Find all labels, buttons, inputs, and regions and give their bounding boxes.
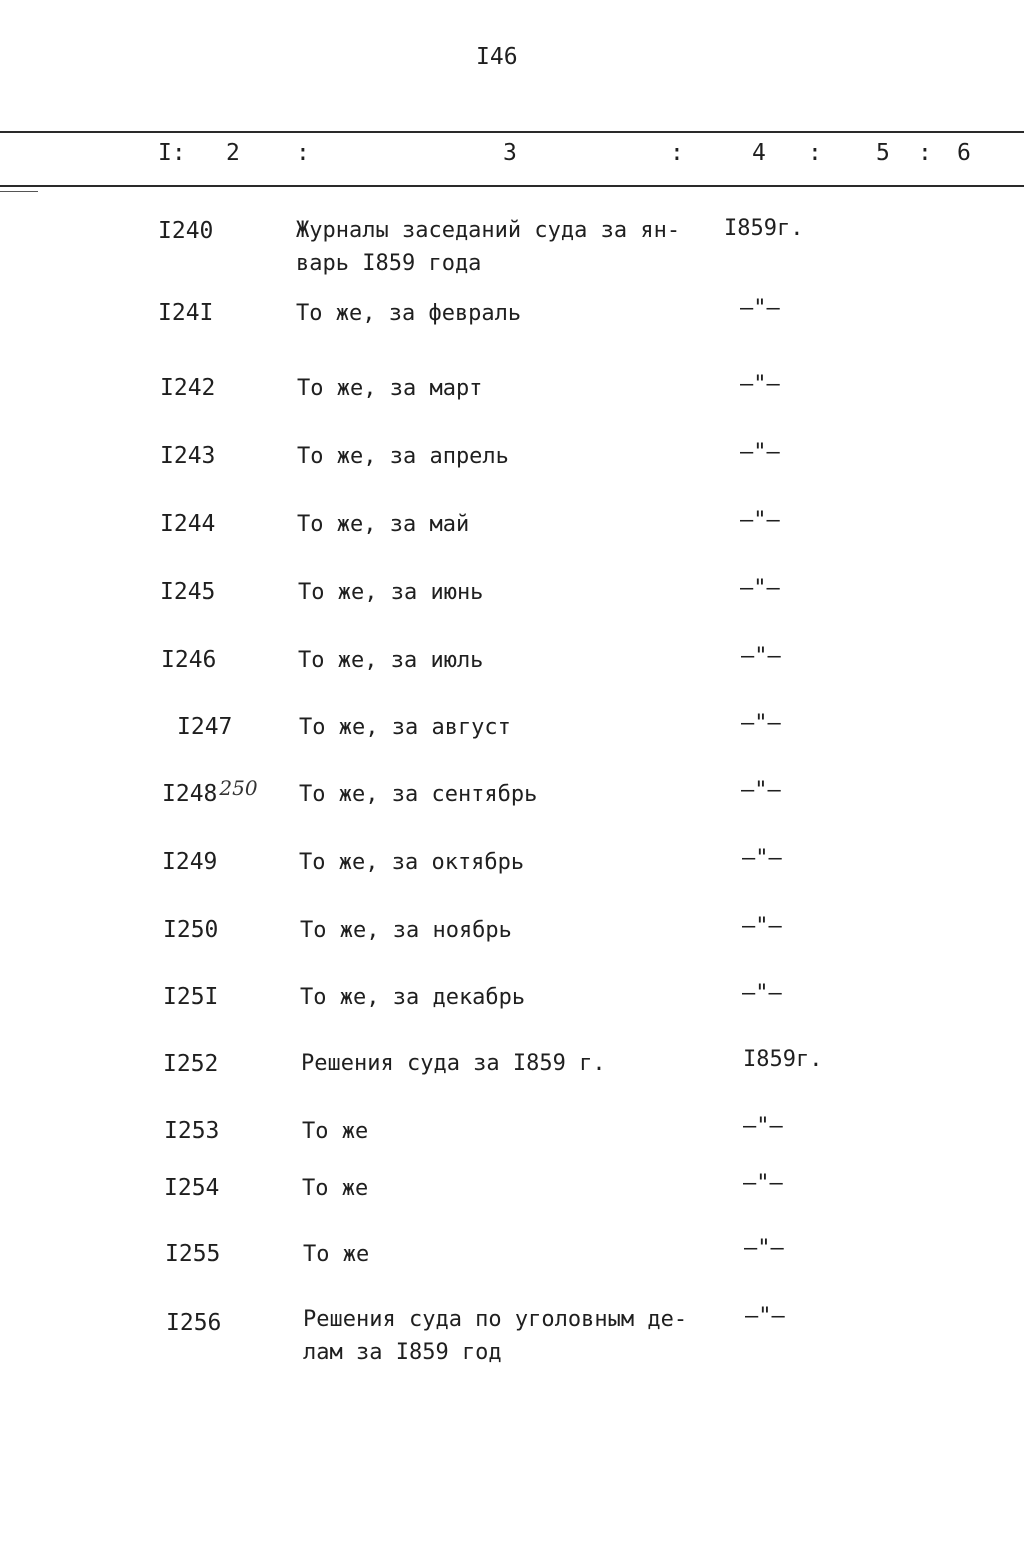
table-row-description: Журналы заседаний суда за ян- варь I859 года (296, 218, 681, 276)
table-row-description: То же, за ноябрь (300, 918, 512, 943)
table-row-number: I256 (166, 1310, 222, 1336)
table-row-date: –"– (741, 644, 781, 669)
table-row-description: То же, за декабрь (300, 985, 526, 1010)
table-row-number: I25I (163, 984, 219, 1010)
table-row-number: I246 (161, 647, 217, 673)
table-row-date: –"– (743, 1114, 783, 1139)
table-row-description: То же, за сентябрь (299, 782, 538, 807)
table-row-number: I240 (158, 218, 214, 244)
table-row-date: –"– (740, 296, 780, 321)
table-row-date: –"– (742, 914, 782, 939)
header-col2: 2 (226, 140, 240, 166)
table-row-description: То же (302, 1176, 369, 1201)
handwritten-annotation: 250 (219, 776, 258, 800)
header-col3: 3 (503, 140, 517, 166)
table-row-number: I247 (177, 714, 233, 740)
table-row-number: I243 (160, 443, 216, 469)
table-row-number: I250 (163, 917, 219, 943)
table-row-description: То же (303, 1242, 370, 1267)
table-row-number: I24I (158, 300, 214, 326)
table-row-description: То же, за июль (298, 648, 484, 673)
table-row-description: Решения суда по уголовным де- лам за I859 год (303, 1307, 688, 1365)
table-row-date: –"– (742, 846, 782, 871)
table-row-date: –"– (740, 576, 780, 601)
header-col6: 6 (957, 140, 971, 166)
table-row-description: То же (302, 1119, 369, 1144)
table-row-date: –"– (742, 981, 782, 1006)
table-row-description: То же, за октябрь (299, 850, 525, 875)
table-row-date: –"– (740, 440, 780, 465)
table-row-date: –"– (741, 711, 781, 736)
table-row-description: То же, за июнь (298, 580, 484, 605)
header-separator: : (670, 140, 684, 166)
table-row-description: То же, за май (297, 512, 470, 537)
table-row-date: I859г. (724, 216, 804, 241)
header-separator: : (296, 140, 310, 166)
table-row-number: I242 (160, 375, 216, 401)
header-col5: 5 (876, 140, 890, 166)
table-row-number: I253 (164, 1118, 220, 1144)
page-number: I46 (476, 44, 518, 70)
header-col4: 4 (752, 140, 766, 166)
table-row-date: –"– (740, 508, 780, 533)
table-row-number: I252 (163, 1051, 219, 1077)
table-row-number: I249 (162, 849, 218, 875)
table-row-number: I244 (160, 511, 216, 537)
header-separator: : (808, 140, 822, 166)
header-col1: I: (158, 140, 186, 166)
table-row-number-text: I248 (162, 781, 218, 807)
table-row-date: –"– (743, 1171, 783, 1196)
table-row-date: –"– (745, 1304, 785, 1329)
header-top-rule (0, 131, 1024, 133)
table-row-date: –"– (740, 372, 780, 397)
table-row-description: Решения суда за I859 г. (301, 1051, 606, 1076)
table-row-number (162, 776, 258, 807)
table-row-date: –"– (741, 778, 781, 803)
table-row-description: То же, за апрель (297, 444, 509, 469)
table-row-description: То же, за март (297, 376, 483, 401)
table-row-date: I859г. (743, 1047, 823, 1072)
header-separator: : (918, 140, 932, 166)
table-row-number: I254 (164, 1175, 220, 1201)
table-row-description: То же, за февраль (296, 301, 522, 326)
header-bottom-rule (0, 185, 1024, 187)
table-row-description: То же, за август (299, 715, 511, 740)
table-row-number: I255 (165, 1241, 221, 1267)
table-row-number: I245 (160, 579, 216, 605)
margin-mark (0, 191, 38, 192)
table-row-date: –"– (744, 1236, 784, 1261)
